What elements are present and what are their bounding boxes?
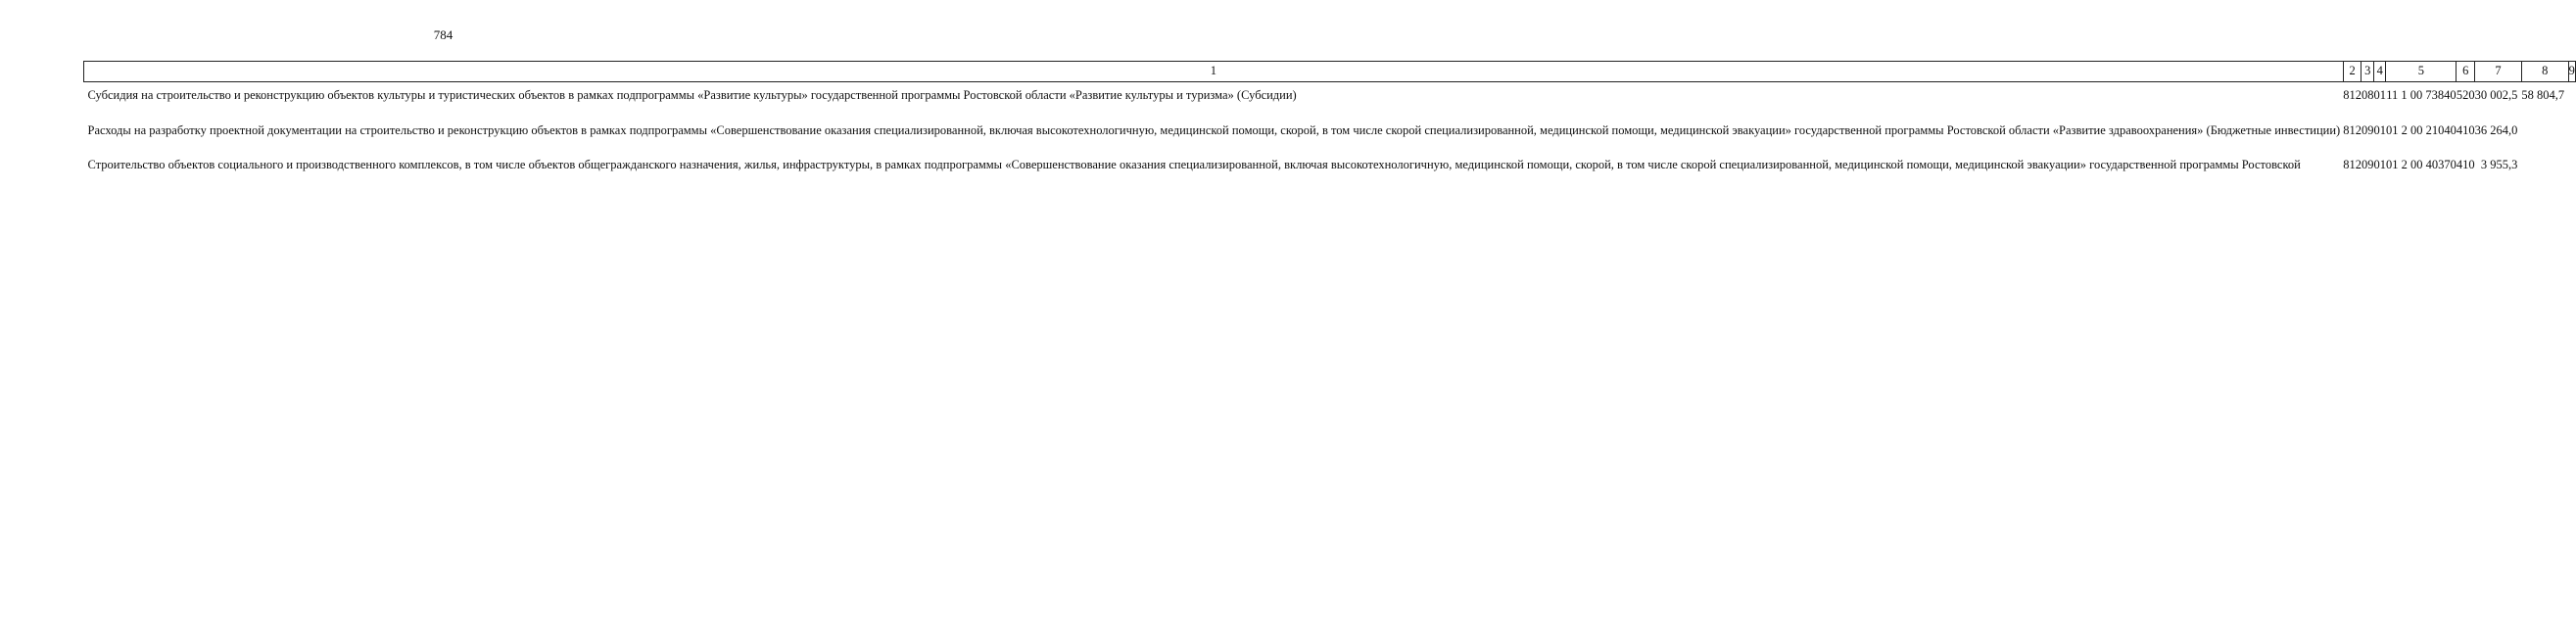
budget-table	[83, 61, 2576, 187]
row-subsection: 01	[2373, 158, 2386, 171]
header-col-5: 5	[2386, 62, 2457, 82]
row-expense-type: 520	[2456, 88, 2475, 102]
page-number: 784	[433, 27, 453, 42]
row-target-article: 01 2 00 40370	[2385, 158, 2457, 171]
header-col-1: 1	[84, 62, 2344, 82]
row-amount-col7: 30 002,5	[2474, 88, 2518, 102]
header-col-9: 9	[2568, 62, 2575, 82]
table-row	[84, 152, 2576, 187]
row-amount-col8: 58 804,7	[2521, 88, 2565, 102]
row-amount-col9	[2568, 118, 2575, 153]
header-col-7: 7	[2475, 62, 2522, 82]
row-expense-type: 410	[2456, 122, 2475, 137]
row-section: 09	[2361, 122, 2374, 137]
row-subsection: 01	[2373, 88, 2386, 102]
row-target-article: 11 1 00 73840	[2386, 88, 2457, 102]
row-amount-col9	[2568, 152, 2575, 187]
row-amount-col9	[2568, 82, 2575, 118]
row-description: Субсидия на строительство и реконструкцию объектов культуры и туристических объектов в рамках подпрограммы «Развитие культуры» государственной программы Ростовской области «Развитие культуры и туризма» (Субсидии)	[87, 88, 1297, 102]
row-amount-col8	[2521, 118, 2568, 153]
row-description: Строительство объектов социального и производственного комплексов, в том числе объектов общегражданского назначения, жилья, инфраструктуры, в рамках подпрограммы «Совершенствование оказания специализированной, включая высокотехнологичную, медицинской помощи, скорой, в том числе скорой специализированной, медицинской помощи, медицинской эвакуации» государственной программы Ростовской	[87, 158, 2301, 171]
row-amount-col8	[2521, 152, 2568, 187]
header-row	[84, 62, 2576, 82]
row-amount-col7: 3 955,3	[2480, 158, 2518, 171]
row-section: 08	[2361, 88, 2374, 102]
header-col-4: 4	[2373, 62, 2386, 82]
row-ministry: 812	[2343, 88, 2361, 102]
row-ministry: 812	[2343, 122, 2361, 137]
header-col-3: 3	[2361, 62, 2374, 82]
row-target-article: 01 2 00 21040	[2385, 122, 2457, 137]
header-col-6: 6	[2457, 62, 2475, 82]
table-row	[84, 118, 2576, 153]
row-subsection: 01	[2373, 122, 2386, 137]
row-section: 09	[2361, 158, 2374, 171]
row-amount-col7: 36 264,0	[2474, 122, 2518, 137]
row-ministry: 812	[2343, 158, 2361, 171]
header-col-2: 2	[2343, 62, 2361, 82]
table-row	[84, 82, 2576, 118]
header-col-8: 8	[2521, 62, 2568, 82]
row-expense-type: 410	[2456, 158, 2475, 171]
row-description: Расходы на разработку проектной документации на строительство и реконструкцию объектов в рамках подпрограммы «Совершенствование оказания специализированной, включая высокотехнологичную, медицинской помощи, скорой, в том числе скорой специализированной, медицинской помощи, медицинской эвакуации» государственной программы Ростовской области «Развитие здравоохранения» (Бюджетные инвестиции)	[87, 122, 2341, 137]
